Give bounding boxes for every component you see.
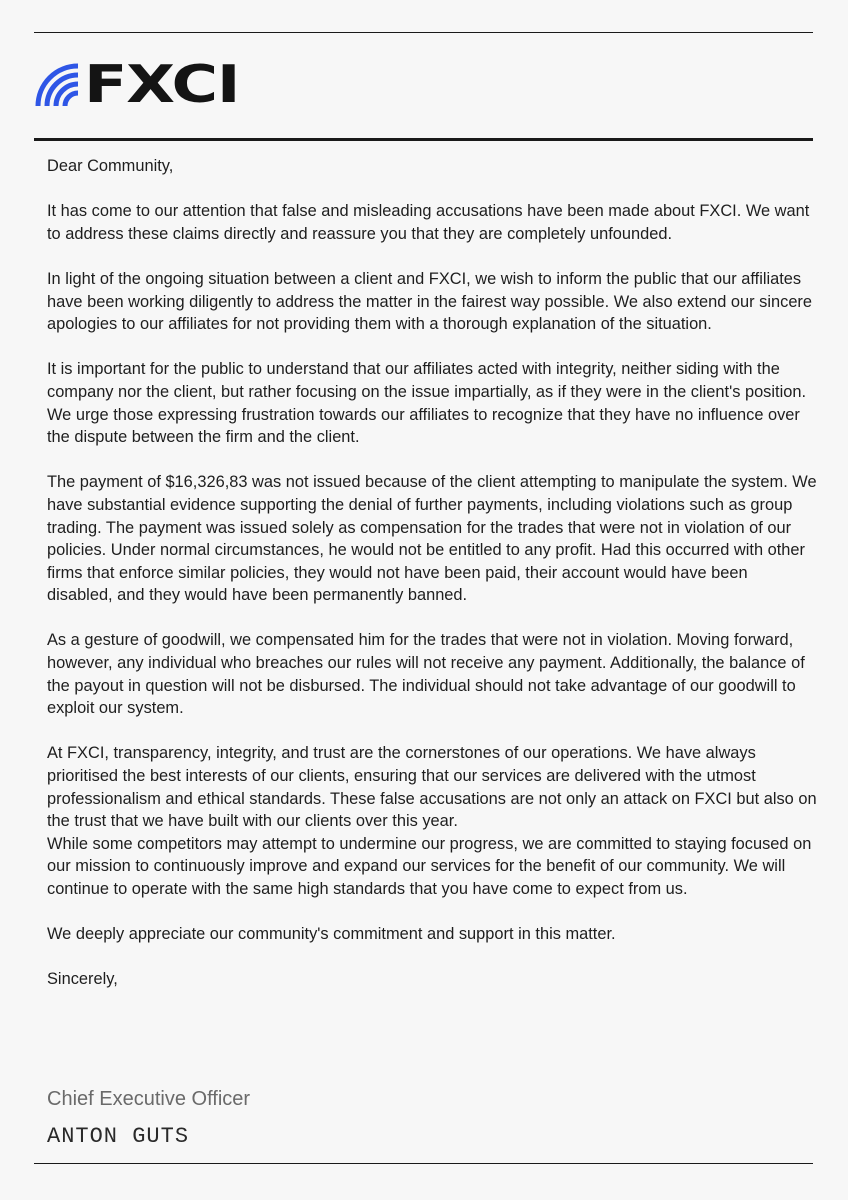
closing: Sincerely, [47, 970, 118, 989]
signal-waves-icon [34, 62, 80, 108]
paragraph-affiliates-integrity: It is important for the public to understand that our affiliates acted with integrity, neither siding with the company nor the client, but rather focusing on the issue impartially, as if they were in the client's position. We urge those expressing frustration towards our affiliates to recognize that they have no influence over the dispute between the firm and the client. [47, 360, 807, 447]
bottom-divider [34, 1163, 813, 1164]
logo-wordmark: FXCI [84, 55, 240, 115]
paragraph-transparency: At FXCI, transparency, integrity, and trust are the cornerstones of our operations. We have always prioritised the best interests of our clients, ensuring that our services are delivered with the utmost professionalism and ethical standards. These false accusations are not only an attack on FXCI but also on the trust that we have built with our clients over this year. [47, 744, 817, 831]
top-divider [34, 32, 813, 33]
paragraph-payment: The payment of $16,326,83 was not issued because of the client attempting to manipulate the system. We have substantial evidence supporting the denial of further payments, including violations such as group trading. The payment was issued solely as compensation for the trades that were not in violation of our policies. Under normal circumstances, he would not be entitled to any profit. Had this occurred with other firms that enforce similar policies, they would not have been paid, their account would have been disabled, and they would have been permanently banned. [47, 473, 817, 605]
salutation: Dear Community, [47, 157, 174, 175]
paragraph-competitors: While some competitors may attempt to undermine our progress, we are committed to staying focused on our mission to continuously improve and expand our services for the benefit of our community. We will continue to operate with the same high standards that you have come to expect from us. [47, 834, 812, 898]
fxci-logo [34, 55, 240, 115]
signer-title: Chief Executive Officer [47, 1088, 251, 1110]
paragraph-affiliates-working: In light of the ongoing situation between a client and FXCI, we wish to inform the public that our affiliates have been working diligently to address the matter in the fairest way possible. We also extend our sincere apologies to our affiliates for not providing them with a thorough explanation of the situation. [47, 269, 813, 334]
paragraph-appreciation: We deeply appreciate our community's commitment and support in this matter. [47, 925, 616, 944]
letter-body [47, 155, 817, 999]
paragraph-accusations: It has come to our attention that false and misleading accusations have been made about FXCI. We want to address these claims directly and reassure you that they are completely unfounded. [47, 202, 810, 243]
signer-name: ANTON GUTS [47, 1124, 190, 1149]
paragraph-goodwill: As a gesture of goodwill, we compensated him for the trades that were not in violation. Moving forward, however, any individual who breaches our rules will not receive any payment. Additionally, the balance of the payout in question will not be disbursed. The individual should not take advantage of our goodwill to exploit our system. [47, 631, 805, 718]
header-divider [34, 138, 813, 141]
